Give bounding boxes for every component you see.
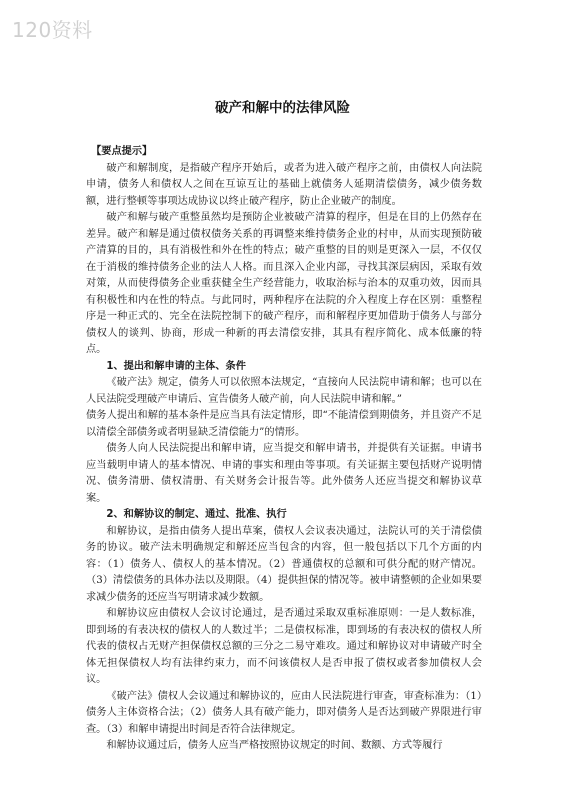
paragraph: 《破产法》债权人会议通过和解协议的，应由人民法院进行审查，审查标准为：（1）债务人主体资格合法；（2）债务人具有破产能力，即对债务人是否达到破产界限进行审查。（3）和解申请提出时间是否符合法律规定。 — [86, 690, 482, 735]
paragraph: 破产和解与破产重整虽然均是预防企业被破产清算的程序，但是在目的上仍然存在差异。破产和解是通过债权债务关系的再调整来维持债务企业的村申，从而实现预防破产清算的目的，具有消极性和外在性的特点；破产重整的目的则是更深入一层，不仅仅在于消极的维持债务企业的法人人格。而且深入企业内部，寻找其深层病因，采取有效对策，从而使得债务企业重获健全生产经营能力，收取治标与治本的双重功效，因而具有积极性和内在性的特点。与此同时，两种程序在法院的介入程度上存在区别：重整程序是一种正式的、完全在法院控制下的破产程序，而和解程序更加借助于债务人与部分债权人的谈判、协商，形成一种新的再去清偿安排，其具有程序简化、成本低廉的特点。 — [86, 212, 482, 355]
document-title: 破产和解中的法律风险 — [215, 100, 350, 116]
paragraph: 《破产法》规定，债务人可以依照本法规定，“直接向人民法院申请和解；也可以在人民法院受理破产申请后、宣告债务人破产前，向人民法院申请和解。” — [86, 377, 482, 405]
paragraph: 债务人提出和解的基本条件是应当具有法定情形，即“不能清偿到期债务，并且资产不足以清偿全部债务或者明显缺乏清偿能力”的情形。 — [86, 410, 482, 438]
paragraph: 债务人向人民法院提出和解申请，应当提交和解申请书，并提供有关证据。申请书应当载明申请人的基本情况、申请的事实和理由等事项。有关证据主要包括财产说明情况、债务清册、债权清册、有关财务会计报告等。此外债务人还应当提交和解协议草案。 — [86, 443, 482, 504]
key-points-label: 【要点提示】 — [91, 146, 153, 157]
paragraph: 和解协议应由债权人会议讨论通过，是否通过采取双重标准原则：一是人数标准，即到场的有表决权的债权人的人数过半；二是债权标准，即到场的有表决权的债权人所代表的债权占无财产担保债权总额的三分之二易守难攻。通过和解协议对申请破产时全体无担保债权人均有法律约束力，而不问该债权人是否申报了债权或者参加债权人会议。 — [86, 608, 482, 685]
section-heading: 1、提出和解申请的主体、条件 — [106, 360, 246, 372]
section-heading: 2、和解协议的制定、通过、批准、执行 — [106, 509, 287, 520]
paragraph: 和解协议通过后，债务人应当严格按照协议规定的时间、数额、方式等履行 — [106, 740, 443, 751]
paragraph: 和解协议，是指由债务人提出草案，债权人会议表决通过，法院认可的关于清偿债务的协议。破产法未明确规定和解还应当包含的内容，但一般包括以下几个方面的内容：（1）债务人、债权人的基本情况。（2）普通债权的总额和可供分配的财产情况。（3）清偿债务的具体办法以及期限。（4）提供担保的情况等。被申请整顿的企业如果要求减少债务的还应当写明请求减少数额。 — [86, 525, 482, 603]
watermark: 120资料 — [12, 18, 93, 42]
document-body — [86, 144, 482, 755]
paragraph: 破产和解制度，是指破产程序开始后，或者为进入破产程序之前，由债权人向法院申请，债务人和债权人之间在互谅互让的基础上就债务人延期清偿债务，减少债务数额，进行整顿等事项达成协议以终止破产程序，防止企业破产的制度。 — [86, 162, 482, 207]
